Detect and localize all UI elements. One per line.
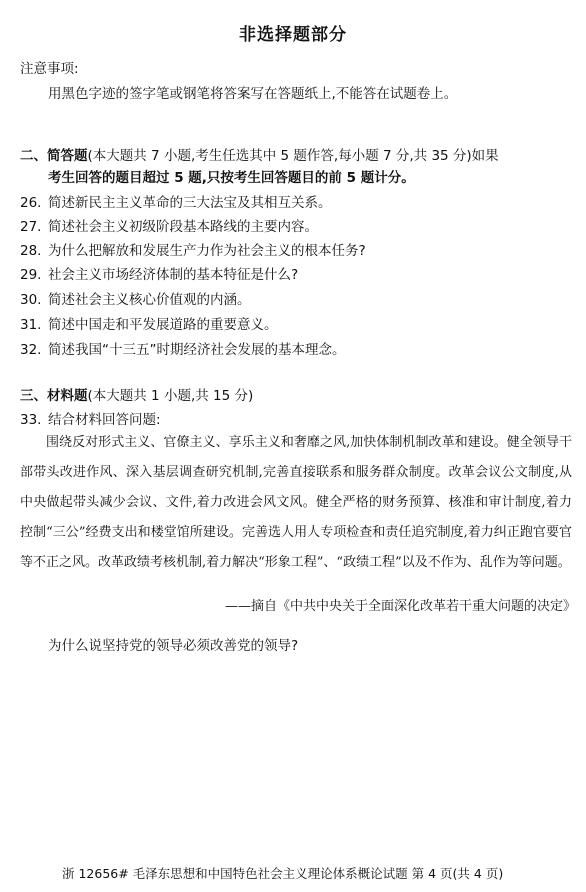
question-text: 结合材料回答问题: xyxy=(48,412,161,428)
question-number: 28. xyxy=(20,243,42,259)
section-2-heading xyxy=(20,147,499,165)
page-footer: 浙 12656# 毛泽东思想和中国特色社会主义理论体系概论试题 第 4 页(共 4 页) xyxy=(62,866,504,881)
question-29 xyxy=(20,266,298,284)
section-2-heading-label: 二、简答题 xyxy=(20,148,88,164)
question-number: 27. xyxy=(20,219,42,235)
page-title: 非选择题部分 xyxy=(239,25,347,45)
question-26 xyxy=(20,194,332,212)
question-28 xyxy=(20,242,366,260)
question-text: 社会主义市场经济体制的基本特征是什么? xyxy=(48,267,299,283)
question-text: 简述社会主义核心价值观的内涵。 xyxy=(48,292,251,308)
question-text: 为什么把解放和发展生产力作为社会主义的根本任务? xyxy=(48,243,366,259)
section-3-heading-label: 三、材料题 xyxy=(20,388,88,404)
question-text: 简述我国“十三五”时期经济社会发展的基本理念。 xyxy=(48,342,346,358)
question-number: 31. xyxy=(20,317,42,333)
question-number: 33. xyxy=(20,412,42,428)
question-text: 简述社会主义初级阶段基本路线的主要内容。 xyxy=(48,219,318,235)
question-number: 29. xyxy=(20,267,42,283)
question-number: 26. xyxy=(20,195,42,211)
material-passage: 围绕反对形式主义、官僚主义、享乐主义和奢靡之风,加快体制机制改革和建设。健全领导干部带头改进作风、深入基层调查研究机制,完善直接联系和服务群众制度。改革会议公文制度,从中央做起带头减少会议、文件,着力改进会风文风。健全严格的财务预算、核准和审计制度,着力控制“三公”经费支出和楼堂馆所建设。完善选人用人专项检查和责任追究制度,着力纠正跑官要官等不正之风。改革政绩考核机制,着力解决“形象工程”、“政绩工程”以及不作为、乱作为等问题。 xyxy=(20,435,572,570)
question-30 xyxy=(20,291,251,309)
question-text: 简述中国走和平发展道路的重要意义。 xyxy=(48,317,278,333)
question-32 xyxy=(20,341,346,359)
section-3-heading xyxy=(20,387,253,405)
section-3-heading-rest: (本大题共 1 小题,共 15 分) xyxy=(87,388,254,404)
question-33 xyxy=(20,411,161,429)
question-text: 简述新民主主义革命的三大法宝及其相互关系。 xyxy=(48,195,332,211)
notice-heading: 注意事项: xyxy=(20,61,79,77)
material-source: ——摘自《中共中央关于全面深化改革若干重大问题的决定》 xyxy=(224,599,576,614)
question-number: 30. xyxy=(20,292,42,308)
section-2-heading-rest: (本大题共 7 小题,考生任选其中 5 题作答,每小题 7 分,共 35 分)如果 xyxy=(87,148,499,164)
notice-text: 用黑色字迹的签字笔或钢笔将答案写在答题纸上,不能答在试题卷上。 xyxy=(48,86,458,102)
question-31 xyxy=(20,316,278,334)
material-question-prompt: 为什么说坚持党的领导必须改善党的领导? xyxy=(48,638,299,654)
question-27 xyxy=(20,218,318,236)
question-number: 32. xyxy=(20,342,42,358)
section-2-heading-line2: 考生回答的题目超过 5 题,只按考生回答题目的前 5 题计分。 xyxy=(48,170,415,186)
